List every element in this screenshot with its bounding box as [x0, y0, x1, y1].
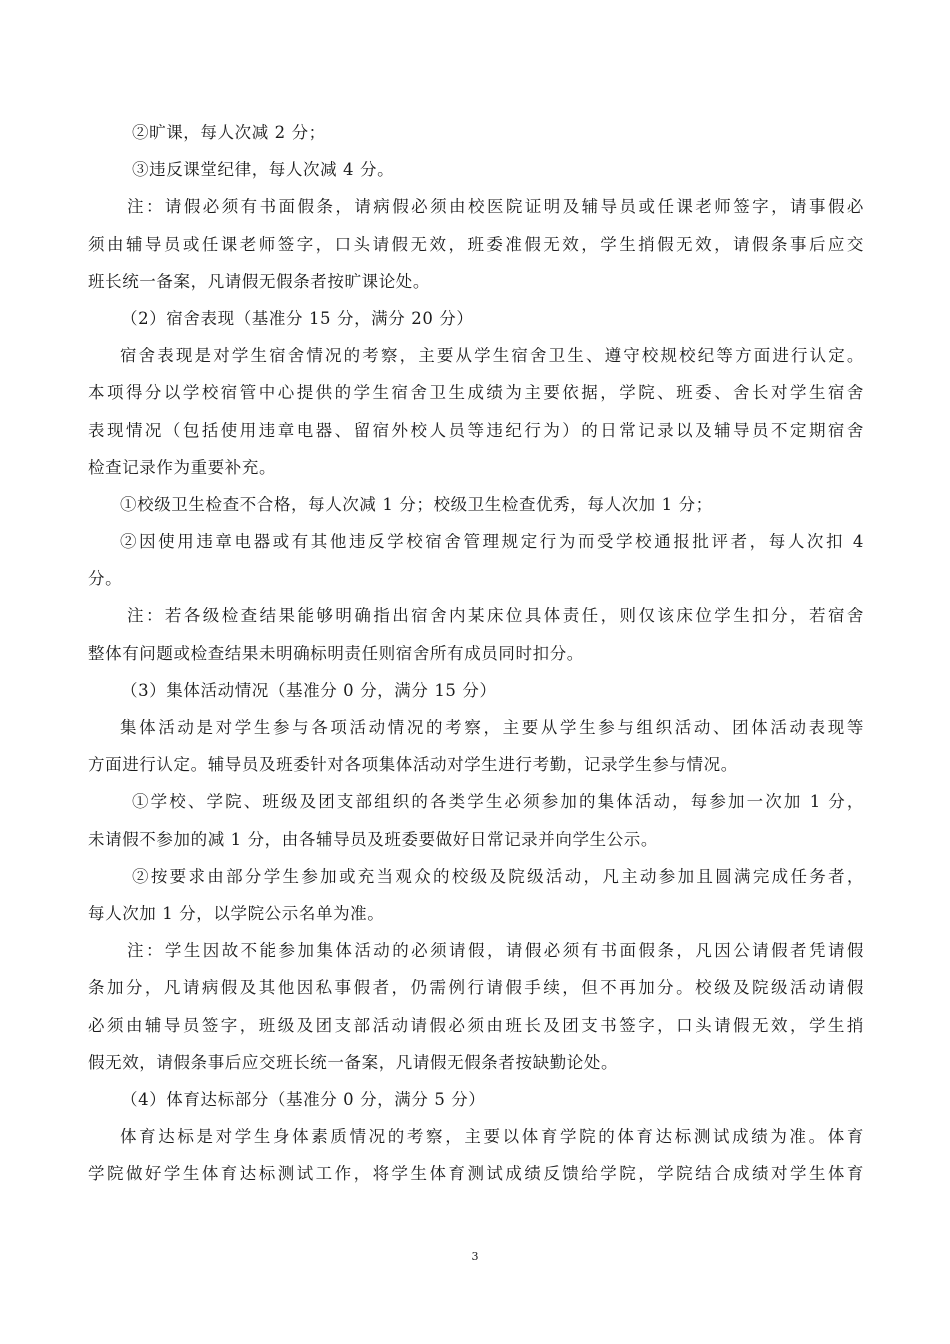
text-line: ①校级卫生检查不合格，每人次减 1 分；校级卫生检查优秀，每人次加 1 分；: [120, 494, 713, 514]
text-line: 宿舍表现是对学生宿舍情况的考察，主要从学生宿舍卫生、遵守校规校纪等方面进行认定。: [120, 346, 864, 366]
text-line: 须由辅导员或任课老师签字，口头请假无效，班委准假无效，学生捎假无效，请假条事后应交: [88, 234, 864, 254]
text-line: 学院做好学生体育达标测试工作，将学生体育测试成绩反馈给学院，学院结合成绩对学生体育: [88, 1164, 864, 1184]
document-body: [88, 114, 864, 1192]
page-number: 3: [471, 1250, 479, 1263]
text-line: 体育达标是对学生身体素质情况的考察，主要以体育学院的体育达标测试成绩为准。体育: [120, 1127, 864, 1147]
text-line: 假无效，请假条事后应交班长统一备案，凡请假无假条者按缺勤论处。: [88, 1052, 619, 1072]
text-line: 必须由辅导员签字，班级及团支部活动请假必须由班长及团支书签字，口头请假无效，学生捎: [88, 1015, 864, 1035]
text-line: ②旷课，每人次减 2 分；: [132, 123, 326, 142]
text-line: 本项得分以学校宿管中心提供的学生宿舍卫生成绩为主要依据，学院、班委、舍长对学生宿舍: [88, 383, 864, 403]
text-line: 方面进行认定。辅导员及班委针对各项集体活动对学生进行考勤，记录学生参与情况。: [88, 755, 738, 775]
section-heading: （4）体育达标部分（基准分 0 分，满分 5 分）: [121, 1089, 486, 1109]
text-line: 整体有问题或检查结果未明确标明责任则宿舍所有成员同时扣分。: [88, 643, 584, 663]
note-text-line: 注：请假必须有书面假条，请病假必须由校医院证明及辅导员或任课老师签字，请事假必: [127, 197, 864, 217]
text-line: ①学校、学院、班级及团支部组织的各类学生必须参加的集体活动，每参加一次加 1 分，: [132, 792, 864, 812]
text-line: 集体活动是对学生参与各项活动情况的考察，主要从学生参与组织活动、团体活动表现等: [120, 718, 864, 737]
text-line: 条加分，凡请病假及其他因私事假者，仍需例行请假手续，但不再加分。校级及院级活动请假: [88, 978, 864, 998]
text-line: 检查记录作为重要补充。: [88, 457, 277, 477]
text-line: 班长统一备案，凡请假无假条者按旷课论处。: [88, 271, 430, 291]
note-text-line: 注：若各级检查结果能够明确指出宿舍内某床位具体责任，则仅该床位学生扣分，若宿舍: [127, 606, 864, 626]
section-heading: （2）宿舍表现（基准分 15 分，满分 20 分）: [121, 308, 474, 328]
text-line: 表现情况（包括使用违章电器、留宿外校人员等违纪行为）的日常记录以及辅导员不定期宿舍: [88, 420, 864, 440]
text-line: 未请假不参加的减 1 分，由各辅导员及班委要做好日常记录并向学生公示。: [88, 829, 658, 849]
note-text-line: 注：学生因故不能参加集体活动的必须请假，请假必须有书面假条，凡因公请假者凭请假: [127, 941, 864, 961]
text-line: 分。: [88, 569, 123, 589]
section-heading: （3）集体活动情况（基准分 0 分，满分 15 分）: [121, 680, 497, 700]
text-line: ③违反课堂纪律，每人次减 4 分。: [132, 160, 395, 180]
text-line: ②因使用违章电器或有其他违反学校宿舍管理规定行为而受学校通报批评者，每人次扣 4: [120, 532, 864, 552]
text-line: ②按要求由部分学生参加或充当观众的校级及院级活动，凡主动参加且圆满完成任务者，: [132, 866, 864, 886]
text-line: 每人次加 1 分，以学院公示名单为准。: [88, 903, 385, 923]
